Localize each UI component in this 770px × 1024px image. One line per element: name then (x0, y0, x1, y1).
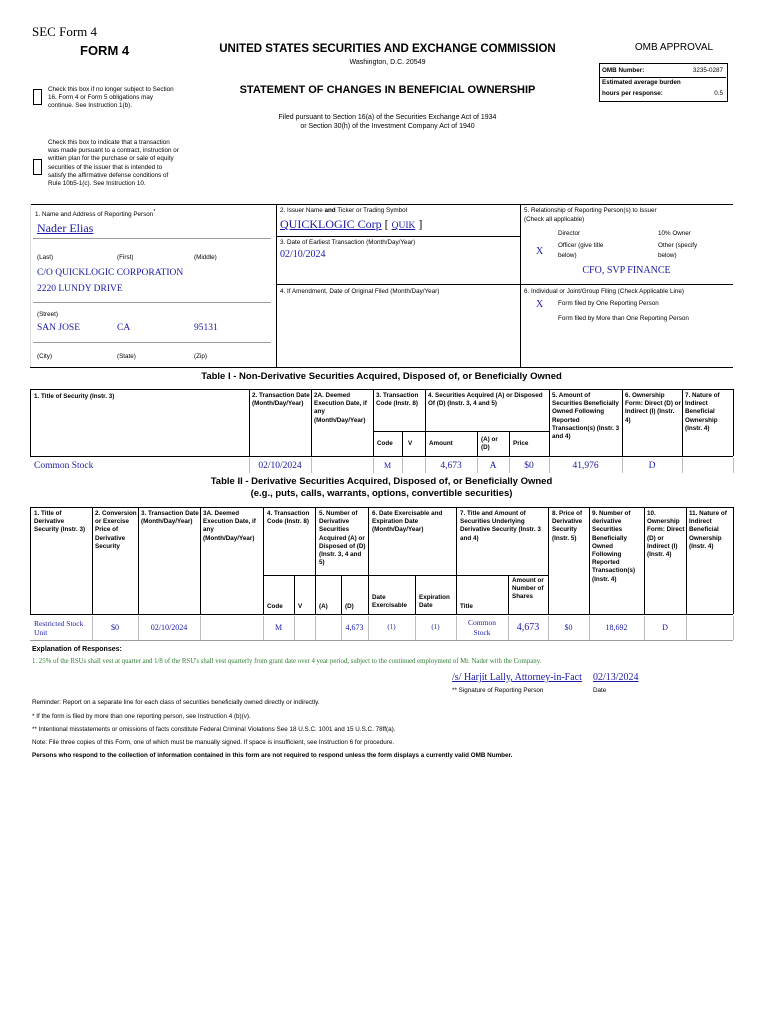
t2-col4-header: 4. Transaction Code (Instr. 8) (267, 510, 310, 526)
footnote-2: ** Intentional misstatements or omissions of facts constitute Federal Criminal Violations See 18 U.S.C. 1001 and 15 U.S.C. 78ff(a). (32, 726, 396, 733)
t2-col3-header: 3. Transaction Date (Month/Day/Year) (141, 510, 199, 526)
officer-check-mark[interactable]: X (536, 246, 544, 257)
t2-v-header: V (298, 603, 303, 610)
footnote-omb: Persons who respond to the collection of information contained in this form are not required to respond unless the form displays a currently valid OMB Number. (32, 752, 513, 759)
signature-name: /s/ Harjit Lally, Attorney-in-Fact (452, 672, 582, 683)
issuer-row: QUICKLOGIC Corp [ QUIK ] (280, 217, 423, 231)
checkbox-10b5-1[interactable] (33, 159, 42, 175)
city-label: (City) (37, 353, 53, 360)
omb-burden-label: Estimated average burden (602, 79, 681, 86)
omb-title: OMB APPROVAL (634, 42, 714, 53)
box4-label: 4. If Amendment, Date of Original Filed (Month/Day/Year) (280, 288, 440, 295)
t2-d-header: (D) (345, 603, 354, 610)
t2-amount-shares-header: Amount or Number of Shares (512, 577, 544, 601)
omb-hours-label: hours per response: (602, 90, 663, 97)
t1-code-header: Code (377, 440, 393, 447)
footnote-1: * If the form is filed by more than one reporting person, see Instruction 4 (b)(v). (32, 713, 251, 720)
t2-a-header: (A) (319, 603, 328, 610)
t2-code-header: Code (267, 603, 283, 610)
officer-label-2: below) (558, 252, 577, 259)
t2-col3a-header: 3A. Deemed Execution Date, if any (Month/Day/Year) (203, 510, 256, 542)
city-value: SAN JOSE (37, 323, 81, 333)
t2-title-header: Title (460, 603, 473, 610)
signature-date-label: Date (593, 687, 607, 694)
t2-date-exercisable-header: Date Exercisable (372, 594, 408, 610)
filed-pursuant-line1: Filed pursuant to Section 16(a) of the Securities Exchange Act of 1934 (278, 114, 497, 121)
checkbox-section16[interactable] (33, 89, 42, 105)
box5-label: 5. Relationship of Reporting Person(s) to Issuer (524, 207, 657, 214)
t1-row-owned: 41,976 (572, 461, 599, 471)
t1-col2-header: 2. Transaction Date (Month/Day/Year) (252, 392, 310, 408)
t1-row-price: $0 (524, 461, 534, 471)
footnote-3: Note: File three copies of this Form, one of which must be manually signed. If space is insufficient, see Instruction 6 for procedure. (32, 739, 395, 746)
t1-col3-header: 3. Transaction Code (Instr. 8) (376, 392, 419, 408)
t2-col10-header: 10. Ownership Form: Direct (D) or Indirect (I) (Instr. 4) (647, 510, 685, 559)
omb-hours-value: 0.5 (714, 90, 723, 97)
zip-label: (Zip) (194, 353, 207, 360)
signature-label: ** Signature of Reporting Person (452, 687, 544, 694)
t1-row-form: D (648, 461, 656, 471)
officer-label: Officer (give title (558, 242, 604, 249)
director-label: Director (558, 230, 581, 237)
t1-row-title: Common Stock (34, 461, 94, 471)
filed-by-more-label: Form filed by More than One Reporting Person (558, 315, 689, 322)
t2-col9-header: 9. Number of derivative Securities Beneficially Owned Following Reported Transaction(s) (Instr. 4) (592, 510, 636, 583)
last-label: (Last) (37, 254, 54, 261)
t2-expiration-header: Expiration Date (419, 594, 450, 610)
t2-row-disposed: 4,673 (345, 623, 364, 632)
table2-title: Table II - Derivative Securities Acquired, Disposed of, or Beneficially Owned (210, 476, 553, 487)
t1-v-header: V (408, 440, 413, 447)
t1-row-amount: 4,673 (440, 461, 462, 471)
state-label: (State) (117, 353, 136, 360)
earliest-transaction-date: 02/10/2024 (280, 249, 326, 260)
t2-row-form: D (662, 623, 668, 632)
t1-price-header: Price (513, 440, 529, 447)
t2-col6-header: 6. Date Exercisable and Expiration Date (Month/Day/Year) (372, 510, 443, 534)
t2-row-underlying-title: Common Stock (468, 618, 496, 637)
box1-label: 1. Name and Address of Reporting Person* (35, 209, 156, 219)
omb-number-label: OMB Number: (602, 67, 645, 74)
t1-col7-header: 7. Nature of Indirect Beneficial Ownership (Instr. 4) (685, 392, 720, 432)
table1-title: Table I - Non-Derivative Securities Acquired, Disposed of, or Beneficially Owned (201, 371, 562, 382)
t2-col8-header: 8. Price of Derivative Security (Instr. 5) (552, 510, 583, 542)
ticker-symbol[interactable]: QUIK (391, 221, 416, 231)
t2-row-underlying-amount: 4,673 (516, 622, 540, 633)
t2-col5-header: 5. Number of Derivative Securities Acquired (A) or Disposed of (D) (Instr. 3, 4 and 5) (319, 510, 366, 567)
t1-col5-header: 5. Amount of Securities Beneficially Owned Following Reported Transaction(s) (Instr. 3 and 4) (552, 392, 620, 441)
sec-form-label: SEC Form 4 (32, 24, 98, 39)
first-label: (First) (117, 254, 134, 261)
t1-col2a-header: 2A. Deemed Execution Date, if any (Month/Day/Year) (314, 392, 367, 424)
filed-by-one-label: Form filed by One Reporting Person (558, 300, 659, 307)
signature-date: 02/13/2024 (593, 672, 639, 683)
checkbox-section16-text: Check this box if no longer subject to Section 16. Form 4 or Form 5 obligations may continue. See Instruction 1(b). (48, 86, 174, 110)
t2-row-date-exercisable: (1) (387, 623, 396, 631)
t1-row-code: M (383, 461, 392, 470)
other-label-2: below) (658, 252, 677, 259)
t1-col6-header: 6. Ownership Form: Direct (D) or Indirect (I) (Instr. 4) (625, 392, 681, 424)
t1-aord-header: (A) or (D) (481, 436, 498, 452)
t2-col2-header: 2. Conversion or Exercise Price of Derivative Security (95, 510, 137, 550)
checkbox-10b5-1-text: Check this box to indicate that a transaction was made pursuant to a contract, instruction or written plan for the purchase or sale of equity securities of the issuer that is intended to satisfy the affirmative defense conditions of Rule 10b5-1(c). See Instruction 10. (48, 139, 179, 188)
address-line2: 2220 LUNDY DRIVE (37, 284, 123, 294)
address-line1: C/O QUICKLOGIC CORPORATION (37, 268, 184, 278)
t2-row-price: $0 (564, 623, 573, 632)
form-title: FORM 4 (80, 43, 130, 58)
t2-row-date: 02/10/2024 (150, 623, 188, 632)
street-label: (Street) (37, 311, 58, 318)
t2-col11-header: 11. Nature of Indirect Beneficial Ownership (Instr. 4) (689, 510, 727, 550)
officer-title: CFO, SVP FINANCE (582, 265, 671, 276)
t1-col4-header: 4. Securities Acquired (A) or Disposed Of (D) (Instr. 3, 4 and 5) (428, 392, 543, 408)
ten-percent-owner-label: 10% Owner (658, 230, 691, 237)
box5-sublabel: (Check all applicable) (524, 216, 585, 223)
filed-pursuant-line2: or Section 30(h) of the Investment Company Act of 1940 (300, 123, 475, 130)
other-label: Other (specify (658, 242, 698, 249)
t1-row-date: 02/10/2024 (258, 461, 302, 471)
zip-value: 95131 (194, 323, 218, 333)
t2-row-code: M (274, 623, 283, 632)
issuer-name[interactable]: QUICKLOGIC Corp (280, 217, 382, 231)
box2-label: 2. Issuer Name and Ticker or Trading Symbol (280, 207, 408, 214)
t2-row-owned: 18,692 (605, 623, 628, 632)
box6-label: 6. Individual or Joint/Group Filing (Check Applicable Line) (524, 288, 684, 295)
explanation-title: Explanation of Responses: (32, 646, 122, 653)
reminder-text: Reminder: Report on a separate line for each class of securities beneficially owned directly or indirectly. (32, 699, 320, 706)
t2-col1-header: 1. Title of Derivative Security (Instr. 3) (34, 510, 86, 534)
statement-title: STATEMENT OF CHANGES IN BENEFICIAL OWNERSHIP (239, 84, 536, 96)
table2-subtitle: (e.g., puts, calls, warrants, options, convertible securities) (250, 488, 513, 499)
t1-amount-header: Amount (429, 440, 453, 447)
explanation-item-1: 1. 25% of the RSUs shall vest at quarter and 1/8 of the RSU's shall vest quarterly from grant date over 4 year period, subject to the continued employment of Mr. Nader with the Company. (32, 658, 542, 665)
box3-label: 3. Date of Earliest Transaction (Month/Day/Year) (280, 239, 416, 246)
reporting-person-name[interactable]: Nader Elias (37, 221, 94, 235)
middle-label: (Middle) (194, 254, 217, 261)
t1-row-aord: A (489, 461, 497, 471)
agency-name: UNITED STATES SECURITIES AND EXCHANGE COMMISSION (219, 43, 556, 55)
agency-city: Washington, D.C. 20549 (349, 59, 426, 66)
t2-col7-header: 7. Title and Amount of Securities Underlying Derivative Security (Instr. 3 and 4) (460, 510, 541, 542)
t2-row-expiration: (1) (431, 623, 440, 631)
t2-row-conversion: $0 (111, 623, 119, 632)
state-value: CA (117, 323, 131, 333)
omb-number-value: 3235-0287 (692, 67, 723, 74)
one-person-check-mark[interactable]: X (536, 299, 544, 310)
t1-col1-header: 1. Title of Security (Instr. 3) (34, 393, 115, 400)
t2-row-title: Restricted Stock Unit (34, 619, 84, 637)
